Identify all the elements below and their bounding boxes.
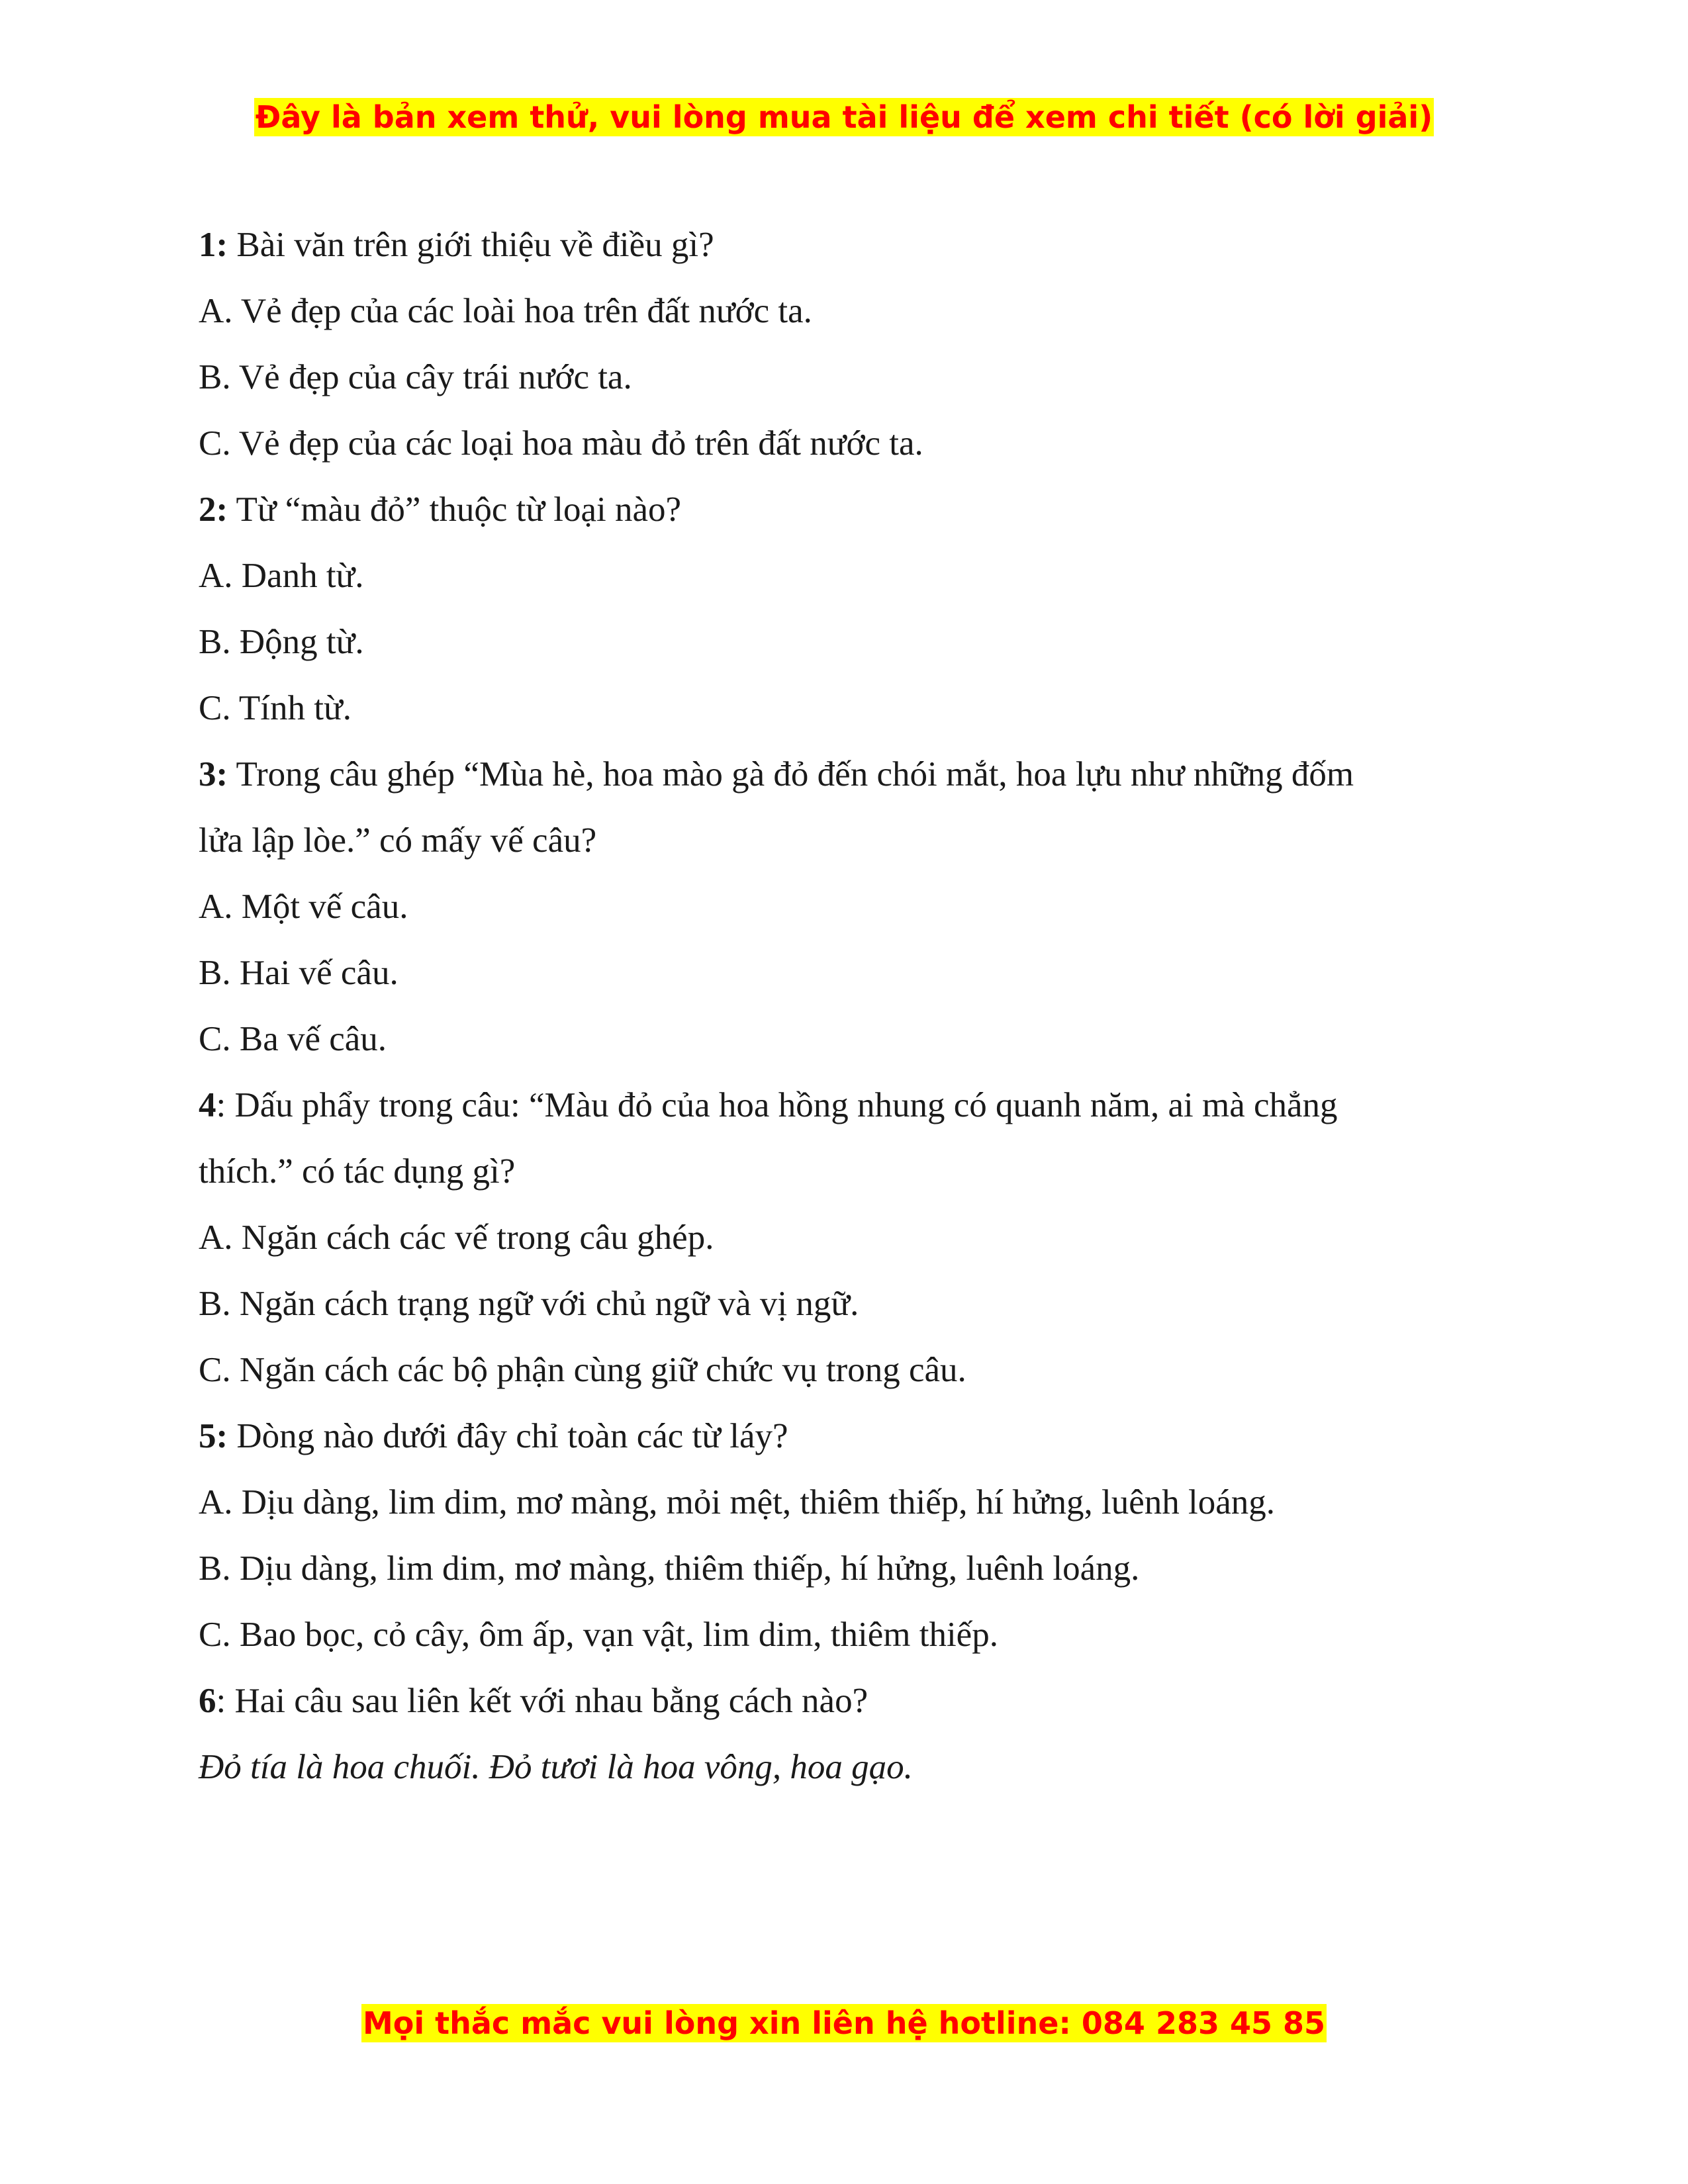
option-b: B. Hai vế câu. <box>199 954 399 992</box>
question-4-continuation: thích.” có tác dụng gì? <box>199 1152 516 1191</box>
question-number: 5: <box>199 1417 228 1455</box>
question-number: 6 <box>199 1682 216 1720</box>
option-b: B. Ngăn cách trạng ngữ với chủ ngữ và vị ngữ. <box>199 1285 859 1323</box>
option-a: A. Ngăn cách các vế trong câu ghép. <box>199 1218 714 1257</box>
preview-notice-banner <box>0 99 1688 135</box>
question-3-continuation: lửa lập lòe.” có mấy vế câu? <box>199 821 597 860</box>
option-b: B. Động từ. <box>199 623 364 661</box>
question-text: : Dấu phẩy trong câu: “Màu đỏ của hoa hồng nhung có quanh năm, ai mà chẳng <box>216 1086 1338 1124</box>
question-2 <box>199 483 1489 549</box>
question-number: 3: <box>199 755 228 794</box>
option-c: C. Ngăn cách các bộ phận cùng giữ chức vụ trong câu. <box>199 1351 966 1389</box>
hotline-banner <box>0 2005 1688 2041</box>
option-c: C. Bao bọc, cỏ cây, ôm ấp, vạn vật, lim dim, thiêm thiếp. <box>199 1615 998 1654</box>
question-3 <box>199 748 1489 814</box>
option-c: C. Vẻ đẹp của các loại hoa màu đỏ trên đất nước ta. <box>199 424 923 463</box>
question-4 <box>199 1079 1489 1145</box>
quoted-sentences: Đỏ tía là hoa chuối. Đỏ tươi là hoa vông, hoa gạo. <box>199 1748 913 1786</box>
preview-notice-text: Đây là bản xem thử, vui lòng mua tài liệu để xem chi tiết (có lời giải) <box>255 99 1433 135</box>
option-a: A. Một vế câu. <box>199 887 408 926</box>
question-text: : Hai câu sau liên kết với nhau bằng cách nào? <box>216 1682 868 1720</box>
question-number: 4 <box>199 1086 216 1124</box>
question-number: 2: <box>199 490 228 529</box>
option-c: C. Tính từ. <box>199 689 352 727</box>
quiz-content <box>199 218 1489 1807</box>
question-6 <box>199 1674 1489 1741</box>
option-a: A. Danh từ. <box>199 557 364 595</box>
hotline-text: Mọi thắc mắc vui lòng xin liên hệ hotline: 084 283 45 85 <box>362 2005 1326 2041</box>
option-c: C. Ba vế câu. <box>199 1020 387 1058</box>
question-text: Trong câu ghép “Mùa hè, hoa mào gà đỏ đến chói mắt, hoa lựu như những đốm <box>228 755 1354 794</box>
question-text: Từ “màu đỏ” thuộc từ loại nào? <box>228 490 682 529</box>
option-b: B. Vẻ đẹp của cây trái nước ta. <box>199 358 632 396</box>
question-1 <box>199 218 1489 285</box>
question-text: Bài văn trên giới thiệu về điều gì? <box>228 226 714 264</box>
option-a: A. Dịu dàng, lim dim, mơ màng, mỏi mệt, thiêm thiếp, hí hửng, luênh loáng. <box>199 1483 1275 1522</box>
question-number: 1: <box>199 226 228 264</box>
question-5 <box>199 1410 1489 1476</box>
question-text: Dòng nào dưới đây chỉ toàn các từ láy? <box>228 1417 788 1455</box>
option-a: A. Vẻ đẹp của các loài hoa trên đất nước ta. <box>199 292 812 330</box>
option-b: B. Dịu dàng, lim dim, mơ màng, thiêm thiếp, hí hửng, luênh loáng. <box>199 1549 1140 1588</box>
